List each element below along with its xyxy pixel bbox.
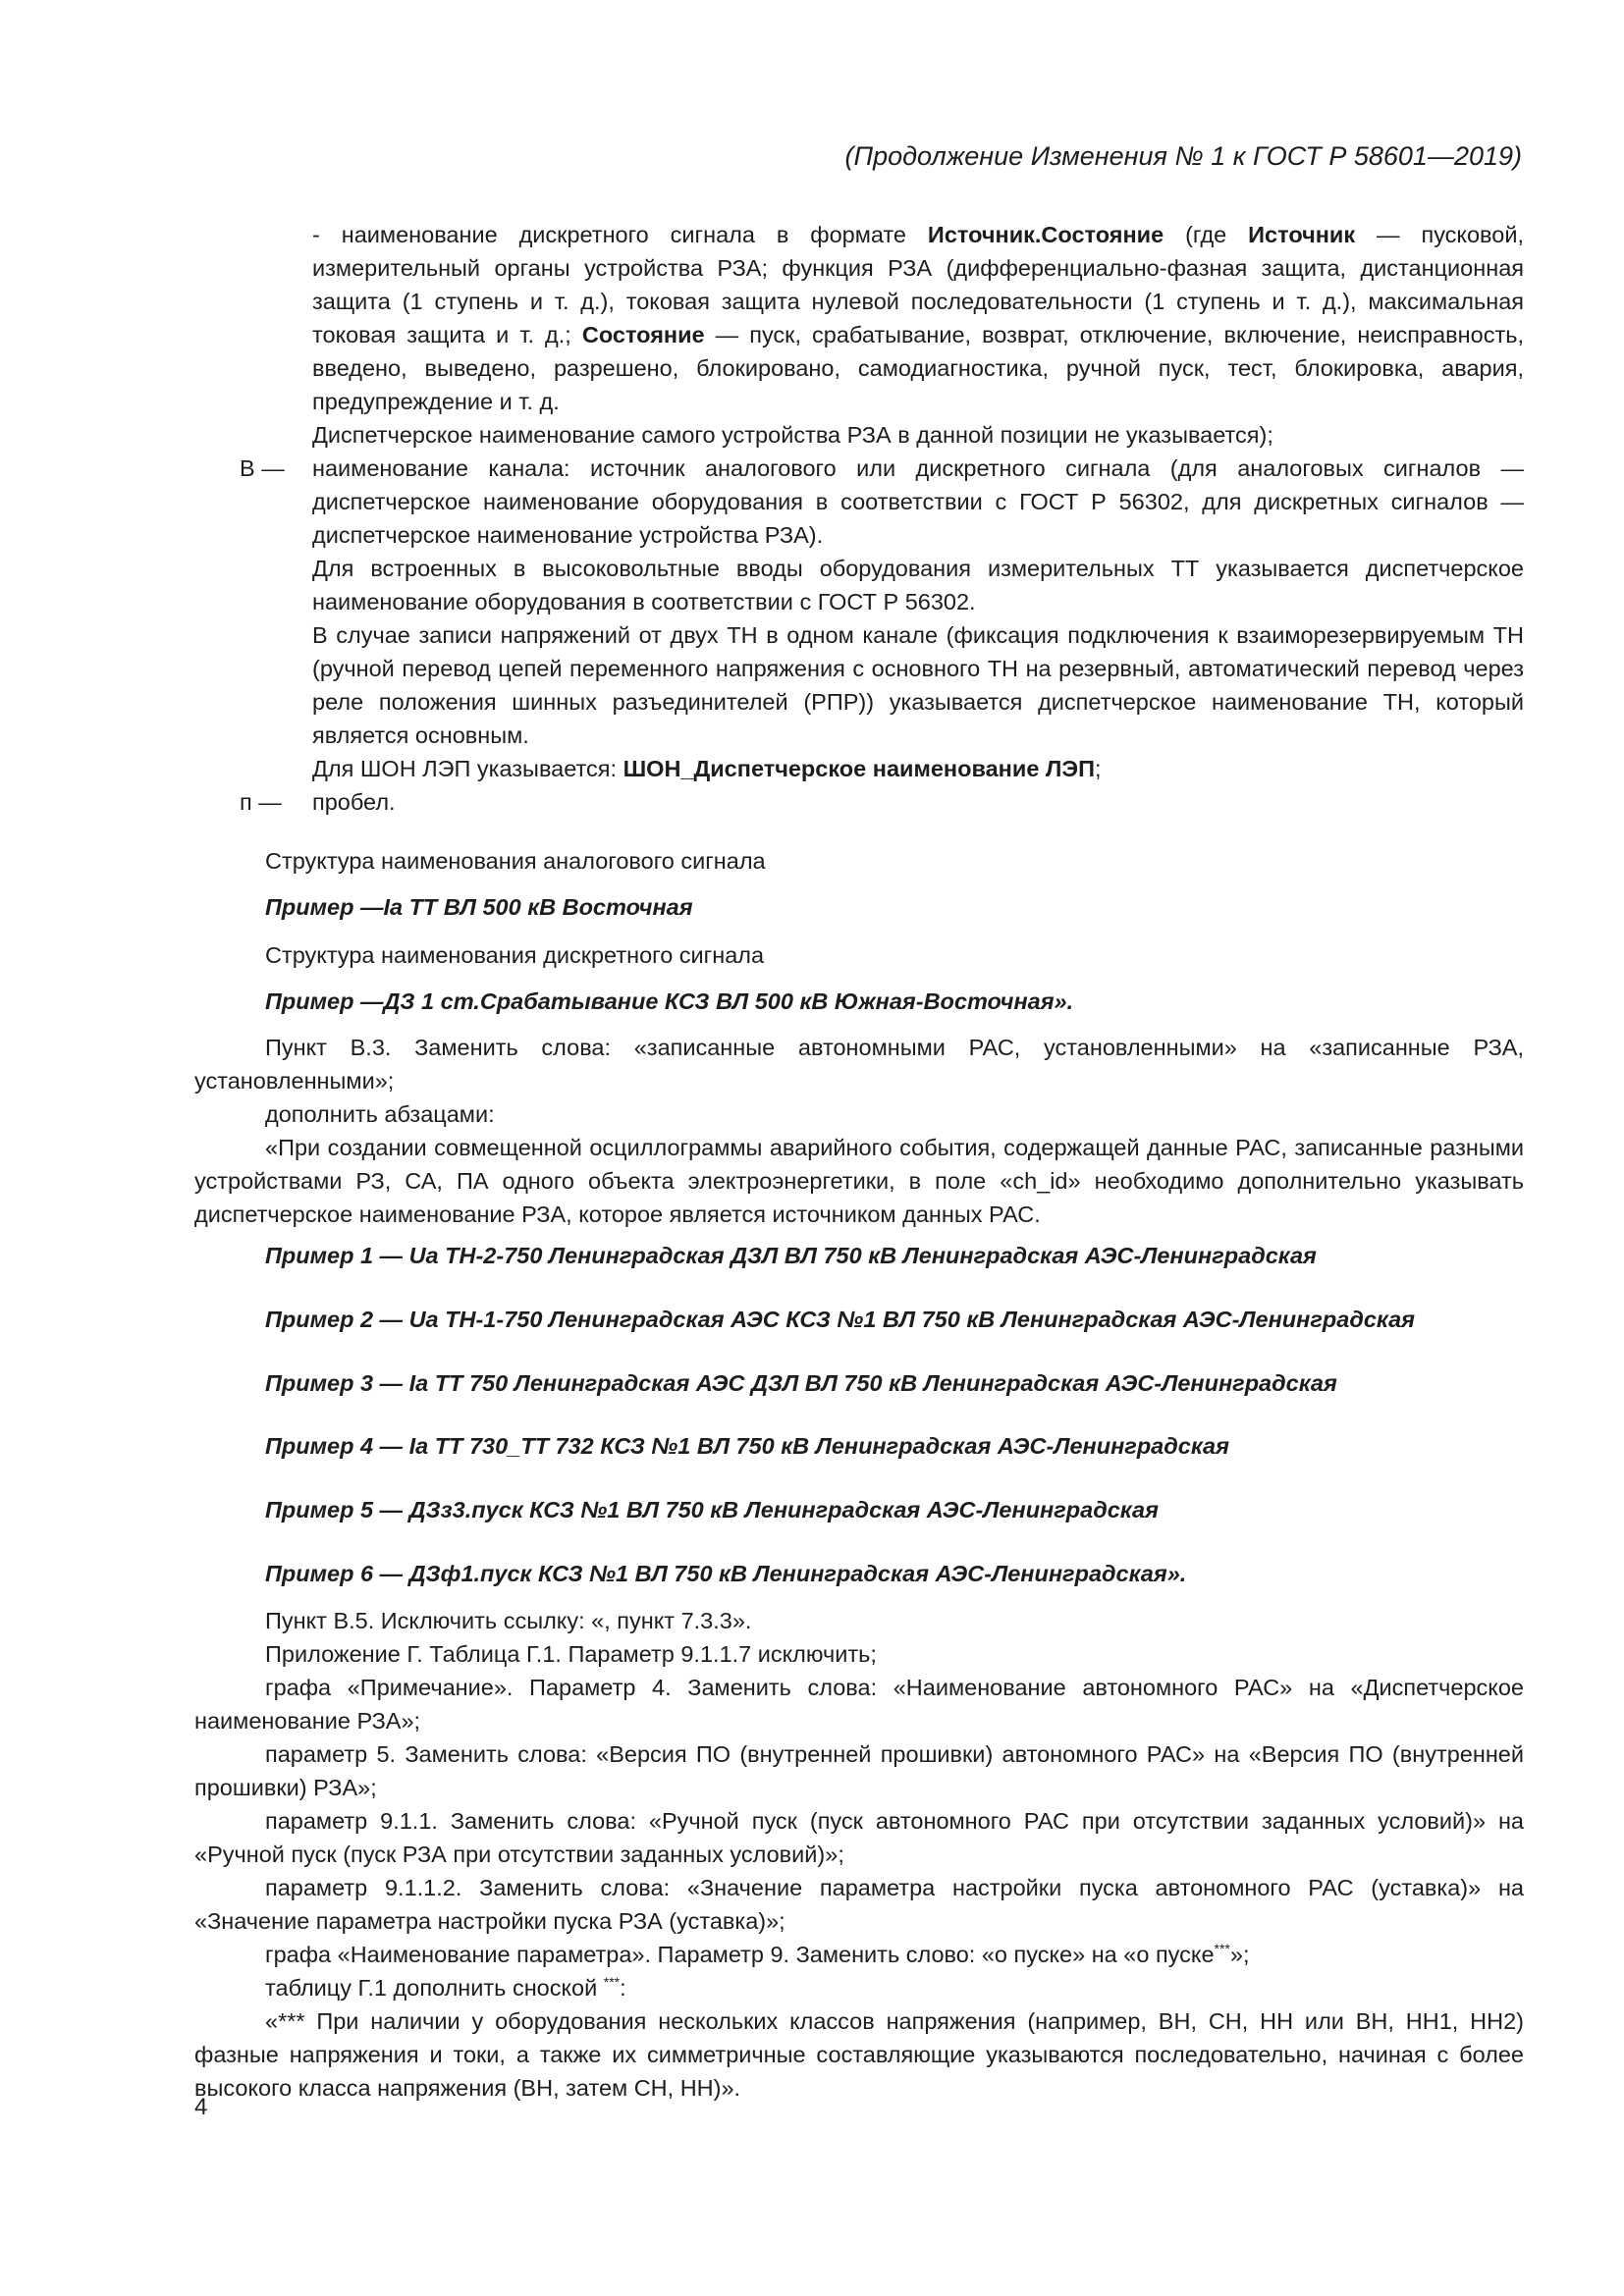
amendment-paragraph: таблицу Г.1 дополнить сноской ***: (265, 1974, 626, 2001)
analog-structure-label: Структура наименования аналогового сигнала (265, 848, 766, 874)
discrete-structure-label: Структура наименования дискретного сигнала (265, 942, 765, 968)
analog-example: Пример —Ia ТТ ВЛ 500 кВ Восточная (265, 894, 693, 920)
definition-paragraph: Диспетчерское наименование самого устройства РЗА в данной позиции не указывается); (312, 422, 1273, 448)
discrete-example: Пример —ДЗ 1 ст.Срабатывание КСЗ ВЛ 500 кВ Южная-Восточная». (265, 988, 1074, 1014)
footnote-mark: *** (603, 1974, 621, 1991)
amendment-paragraph: параметр 9.1.1. Заменить слова: «Ручной пуск (пуск автономного РАС при отсутствии заданных условий)» на «Ручной пуск (пуск РЗА при отсутствии заданных условий)»; (194, 1808, 1524, 1867)
space-definition (240, 785, 1524, 819)
amendment-text-2 (194, 1604, 1524, 2105)
definition-paragraph: Для ШОН ЛЭП указывается: ШОН_Диспетчерское наименование ЛЭП; (312, 756, 1102, 781)
amendment-paragraph: дополнить абзацами: (265, 1101, 495, 1127)
definition-paragraph: - наименование дискретного сигнала в формате Источник.Состояние (где Источник — пусковой, измерительный органы устройства РЗА; функция РЗА (дифференциально-фазная защита, дистанционная защита (1 ступень и т. д.), токовая защита нулевой последовательности (1 ступень и т. д.), максимальная токовая защита и т. д.; Состояние — пуск, срабатывание, возврат, отключение, включение, неисправность, введено, выведено, разрешено, блокировано, самодиагностика, ручной пуск, тест, блокировка, авария, предупреждение и т. д. (312, 222, 1524, 414)
example-3: Пример 3 — Ia ТТ 750 Ленинградская АЭС ДЗЛ ВЛ 750 кВ Ленинградская АЭС-Ленинградская (265, 1370, 1337, 1396)
amendment-paragraph: «При создании совмещенной осциллограммы аварийного события, содержащей данные РАС, записанные разными устройствами РЗ, СА, ПА одного объекта электроэнергетики, в поле «ch_id» необходимо дополнительно указывать диспетчерское наименование РЗА, которое является источником данных РАС. (194, 1135, 1524, 1227)
definitions-section (0, 218, 1624, 819)
discrete-signal-definition (312, 218, 1524, 452)
page-number: 4 (194, 2094, 208, 2120)
amendment-paragraph: параметр 5. Заменить слова: «Версия ПО (внутренней прошивки) автономного РАС» на «Версия ПО (внутренней прошивки) РЗА»; (194, 1741, 1524, 1800)
channel-name-definition (240, 452, 1524, 785)
amendment-text-1 (194, 1031, 1524, 1231)
footnote-mark: *** (1214, 1941, 1230, 1957)
example-1: Пример 1 — Ua ТН-2-750 Ленинградская ДЗЛ ВЛ 750 кВ Ленинградская АЭС-Ленинградская (265, 1243, 1317, 1268)
amendment-paragraph: Приложение Г. Таблица Г.1. Параметр 9.1.1.7 исключить; (265, 1641, 877, 1667)
example-2: Пример 2 — Ua ТН-1-750 Ленинградская АЭС КСЗ №1 ВЛ 750 кВ Ленинградская АЭС-Ленинградская (265, 1307, 1416, 1332)
definition-letter: В — (240, 455, 285, 481)
amendment-paragraph: графа «Наименование параметра». Параметр 9. Заменить слово: «о пуске» на «о пуске***»; (265, 1941, 1250, 1967)
definition-paragraph: пробел. (312, 789, 396, 815)
amendment-paragraph: параметр 9.1.1.2. Заменить слова: «Значение параметра настройки пуска автономного РАС (уставка)» на «Значение параметра настройки пуска РЗА (уставка)»; (194, 1875, 1524, 1934)
page-header: (Продолжение Изменения № 1 к ГОСТ Р 58601—2019) (844, 141, 1522, 171)
example-5: Пример 5 — ДЗз3.пуск КСЗ №1 ВЛ 750 кВ Ленинградская АЭС-Ленинградская (265, 1497, 1159, 1522)
definition-letter: п — (240, 789, 282, 815)
amendment-paragraph: Пункт В.5. Исключить ссылку: «, пункт 7.3.3». (265, 1608, 752, 1633)
definition-paragraph: наименование канала: источник аналогового или дискретного сигнала (для аналоговых сигналов — диспетчерское наименование оборудования в соответствии с ГОСТ Р 56302, для дискретных сигналов — диспетчерское наименование устройства РЗА). (312, 455, 1524, 548)
amendment-paragraph: Пункт В.3. Заменить слова: «записанные автономными РАС, установленными» на «записанные РЗА, установленными»; (194, 1035, 1524, 1094)
example-6: Пример 6 — ДЗф1.пуск КСЗ №1 ВЛ 750 кВ Ленинградская АЭС-Ленинградская». (265, 1561, 1187, 1586)
example-4: Пример 4 — Ia ТТ 730_ТТ 732 КСЗ №1 ВЛ 750 кВ Ленинградская АЭС-Ленинградская (265, 1433, 1229, 1459)
amendment-paragraph: «*** При наличии у оборудования нескольких классов напряжения (например, ВН, СН, НН или ВН, НН1, НН2) фазные напряжения и токи, а также их симметричные составляющие указываются последовательно, начиная с более высокого класса напряжения (ВН, затем СН, НН)». (194, 2008, 1524, 2101)
definition-paragraph: В случае записи напряжений от двух ТН в одном канале (фиксация подключения к взаиморезервируемым ТН (ручной перевод цепей переменного напряжения с основного ТН на резервный, автоматический перевод через реле положения шинных разъединителей (РПР)) указывается диспетчерское наименование ТН, который является основным. (312, 622, 1524, 748)
definition-paragraph: Для встроенных в высоковольтные вводы оборудования измерительных ТТ указывается диспетчерское наименование оборудования в соответствии с ГОСТ Р 56302. (312, 556, 1524, 614)
amendment-paragraph: графа «Примечание». Параметр 4. Заменить слова: «Наименование автономного РАС» на «Диспетчерское наименование РЗА»; (194, 1675, 1524, 1734)
